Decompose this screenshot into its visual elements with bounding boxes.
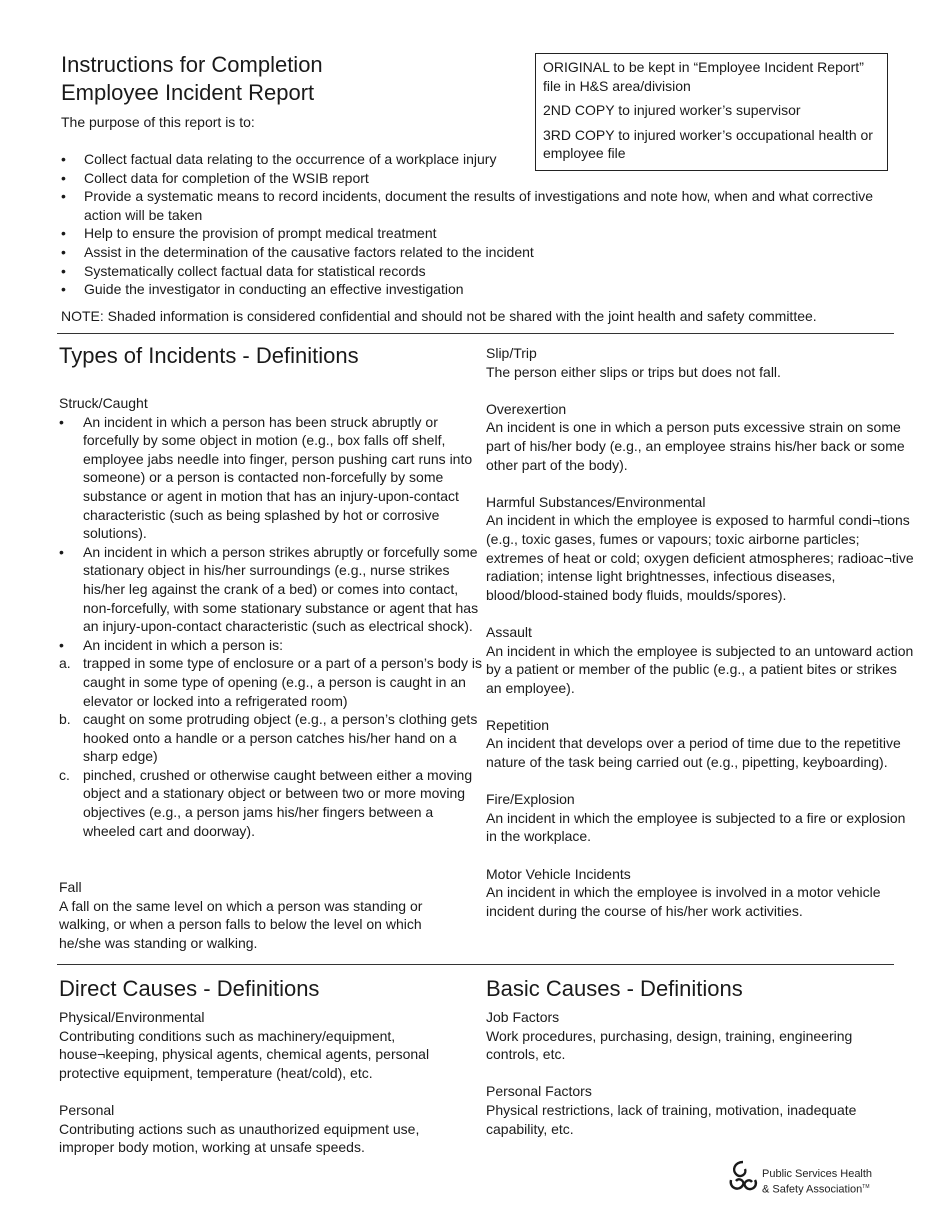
copy-third: 3RD COPY to injured worker’s occupational health or employee file bbox=[543, 126, 873, 162]
repetition-heading: Repetition bbox=[486, 716, 550, 733]
struck-caught-sub-c: pinched, crushed or otherwise caught between either a moving object and a stationary object or between two or more moving objectives (e.g., a person jams his/her fingers between a wheeled cart and doorway). bbox=[83, 766, 473, 839]
divider-top bbox=[57, 333, 894, 334]
sub-marker-b: b. bbox=[59, 711, 71, 728]
physical-text: Contributing conditions such as machinery/equipment, house¬keeping, physical agents, chemical agents, personal protective equipment, temperature (heat/cold), etc. bbox=[59, 1027, 430, 1081]
list-item bbox=[59, 766, 485, 840]
assault-text: An incident in which the employee is subjected to an untoward action by a patient or member of the public (e.g., a patient bites or strikes an employee). bbox=[486, 642, 914, 696]
list-item bbox=[59, 654, 485, 710]
personal-text: Contributing actions such as unauthorized equipment use, improper body motion, working at unsafe speeds. bbox=[59, 1120, 420, 1156]
repetition-block bbox=[486, 716, 914, 772]
logo-line-1: Public Services Health bbox=[762, 1168, 873, 1180]
fire-block bbox=[486, 790, 914, 846]
repetition-text: An incident that develops over a period of time due to the repetitive nature of the task being carried out (e.g., pipetting, keyboarding). bbox=[486, 735, 901, 771]
fall-heading: Fall bbox=[59, 879, 82, 895]
purpose-item: • Provide a systematic means to record incidents, document the results of investigations and note how, when and what corrective action will be taken bbox=[61, 187, 913, 224]
copy-original: ORIGINAL to be kept in “Employee Incident Report” file in H&S area/division bbox=[543, 59, 864, 94]
overexertion-text: An incident is one in which a person puts excessive strain on some part of his/her body (e.g., an employee strains his/her back or some other part of the body). bbox=[486, 419, 905, 473]
fall-text: A fall on the same level on which a person was standing or walking, or when a person falls to below the level on which he/she was standing or walking. bbox=[59, 897, 423, 951]
struck-caught-bullet-2: An incident in which a person strikes abruptly or forcefully some stationary object in his/her surroundings (e.g., nurse strikes his/her leg against the crank of a bed) or comes into contact, non-forcefully, with some stationary substance or agent that has an injury-upon-contact characteristic (such as electrical shock). bbox=[83, 543, 479, 635]
struck-caught-bullet-1: An incident in which a person has been struck abruptly or forcefully by some object in motion (e.g., box falls off shelf, employee jabs needle into finger, person pushing cart runs into someone) or a person is contacted non-forcefully by some substance or agent in motion that has an injury-upon-contact characteristic (such as being splashed by hot or corrosive solutions). bbox=[83, 413, 473, 542]
copy-second: 2ND COPY to injured worker’s supervisor bbox=[543, 102, 801, 119]
title-line-2: Employee Incident Report bbox=[61, 80, 315, 105]
logo-mark-icon bbox=[725, 1158, 761, 1194]
physical-heading: Physical/Environmental bbox=[59, 1009, 205, 1025]
harmful-block bbox=[486, 493, 914, 605]
title-line-1: Instructions for Completion bbox=[61, 52, 323, 77]
overexertion-heading: Overexertion bbox=[486, 400, 567, 417]
purpose-item: • Systematically collect factual data for statistical records bbox=[61, 262, 913, 281]
purpose-item: • Help to ensure the provision of prompt medical treatment bbox=[61, 224, 913, 243]
purpose-item: • Assist in the determination of the causative factors related to the incident bbox=[61, 243, 913, 262]
assault-heading: Assault bbox=[486, 623, 532, 640]
types-section-title: Types of Incidents - Definitions bbox=[59, 343, 359, 368]
logo-text bbox=[762, 1168, 872, 1197]
sub-marker-a: a. bbox=[59, 655, 71, 672]
list-item: • An incident in which a person is: bbox=[59, 636, 283, 653]
purpose-intro: The purpose of this report is to: bbox=[61, 114, 255, 130]
list-item bbox=[59, 710, 485, 766]
page-title bbox=[61, 51, 501, 107]
motor-text: An incident in which the employee is involved in a motor vehicle incident during the course of his/her work activities. bbox=[486, 884, 881, 919]
overexertion-block bbox=[486, 400, 914, 474]
logo-tm: TM bbox=[862, 1184, 870, 1190]
types-left-column bbox=[59, 394, 485, 840]
slip-trip-block bbox=[486, 344, 914, 381]
direct-causes-block bbox=[59, 1008, 459, 1157]
fire-heading: Fire/Explosion bbox=[486, 791, 575, 808]
types-right-column bbox=[486, 344, 914, 920]
struck-caught-heading: Struck/Caught bbox=[59, 395, 148, 411]
direct-causes-title: Direct Causes - Definitions bbox=[59, 976, 320, 1001]
fire-text: An incident in which the employee is subjected to a fire or explosion in the workplace. bbox=[486, 809, 906, 845]
job-factors-text: Work procedures, purchasing, design, training, engineering controls, etc. bbox=[486, 1027, 853, 1063]
assault-block bbox=[486, 623, 914, 697]
motor-block bbox=[486, 865, 914, 921]
psHSA-logo bbox=[725, 1158, 925, 1194]
struck-caught-sub-a: trapped in some type of enclosure or a part of a person’s body is caught in some type of opening (e.g., a person is caught in an elevator or locked into a refrigerated room) bbox=[83, 655, 482, 709]
personal-factors-heading: Personal Factors bbox=[486, 1083, 592, 1100]
struck-caught-sub-b: caught on some protruding object (e.g., a person’s clothing gets hooked onto a handle or a person catches his/her hand on a sharp edge) bbox=[83, 711, 478, 765]
slip-trip-text: The person either slips or trips but does not fall. bbox=[486, 363, 781, 380]
personal-heading: Personal bbox=[59, 1101, 115, 1118]
logo-line-2 bbox=[762, 1181, 872, 1197]
sub-marker-c: c. bbox=[59, 766, 70, 783]
struck-caught-bullet-3: An incident in which a person is: bbox=[83, 636, 283, 653]
struck-caught-list bbox=[59, 413, 485, 841]
basic-causes-block bbox=[486, 1008, 896, 1138]
harmful-text: An incident in which the employee is exposed to harmful condi¬tions (e.g., toxic gases, fumes or vapours; toxic airborne particles; extremes of heat or cold; oxygen deficient atmospheres; radioac¬tive radiation; intense light brightnesses, infectious diseases, blood/blood-stained body fluids, moulds/spores). bbox=[486, 512, 914, 603]
purpose-item: • Guide the investigator in conducting an effective investigation bbox=[61, 280, 913, 299]
job-factors-heading: Job Factors bbox=[486, 1009, 560, 1025]
slip-trip-heading: Slip/Trip bbox=[486, 345, 537, 361]
personal-factors-text: Physical restrictions, lack of training, motivation, inadequate capability, etc. bbox=[486, 1101, 857, 1137]
motor-heading: Motor Vehicle Incidents bbox=[486, 865, 631, 882]
confidential-note: NOTE: Shaded information is considered confidential and should not be shared with the joint health and safety committee. bbox=[61, 308, 817, 324]
list-item: • An incident in which a person strikes abruptly or forcefully some stationary object in his/her surroundings (e.g., nurse strikes his/her leg against the crank of a bed) or comes into contact, non-forcefully, with some stationary substance or agent that has an injury-upon-contact characteristic (such as electrical shock). bbox=[59, 543, 479, 635]
fall-block bbox=[59, 878, 459, 952]
harmful-heading: Harmful Substances/Environmental bbox=[486, 493, 706, 510]
list-item: • An incident in which a person has been struck abruptly or forcefully by some object in motion (e.g., box falls off shelf, employee jabs needle into finger, person pushing cart runs into someone) or a person is contacted non-forcefully by some substance or agent in motion that has an injury-upon-contact characteristic (such as being splashed by hot or corrosive solutions). bbox=[59, 413, 473, 542]
divider-bottom bbox=[57, 964, 894, 965]
purpose-item: • Collect data for completion of the WSIB report bbox=[61, 169, 913, 188]
purpose-item: • Collect factual data relating to the occurrence of a workplace injury bbox=[61, 150, 913, 169]
basic-causes-title: Basic Causes - Definitions bbox=[486, 976, 743, 1001]
logo-line-2-text: & Safety Association bbox=[762, 1183, 863, 1196]
purpose-list bbox=[61, 150, 913, 299]
